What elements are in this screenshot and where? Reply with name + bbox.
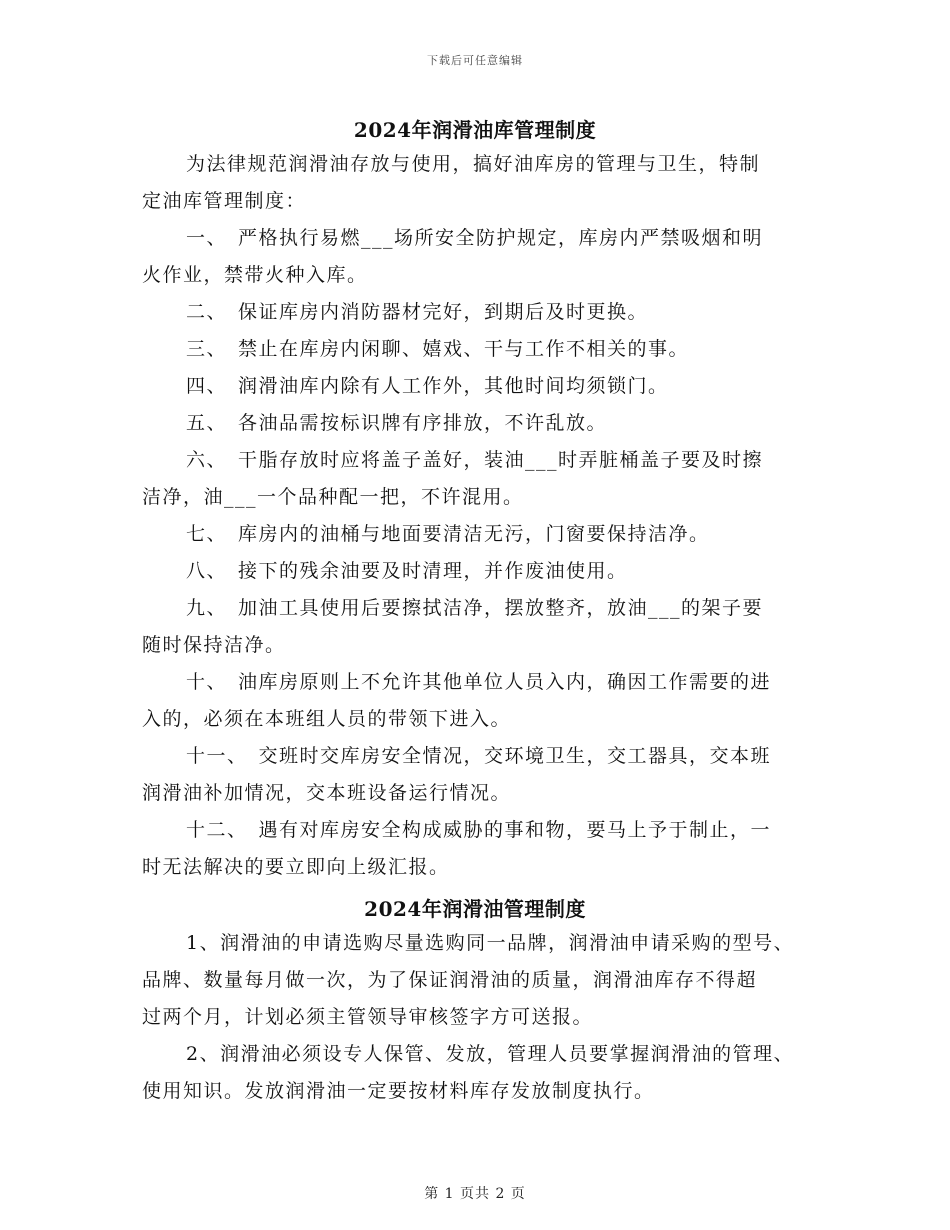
paragraph (142, 590, 812, 664)
paragraph-line: 五、 各油品需按标识牌有序排放，不许乱放。 (186, 412, 608, 434)
paragraph-line: 入的，必须在本班组人员的带领下进入。 (142, 708, 512, 730)
paragraph (142, 738, 812, 812)
paragraph-line: 火作业，禁带火种入库。 (142, 264, 368, 286)
paragraph-line: 一、 严格执行易燃___场所安全防护规定，库房内严禁吸烟和明 (186, 227, 764, 249)
paragraph-line: 八、 接下的残余油要及时清理，并作废油使用。 (186, 560, 628, 582)
paragraph-line: 六、 干脂存放时应将盖子盖好，装油___时弄脏桶盖子要及时擦 (186, 449, 764, 471)
paragraph-line: 品牌、数量每月做一次，为了保证润滑油的质量，润滑油库存不得超 (142, 969, 758, 991)
paragraph (142, 516, 812, 553)
paragraph-line: 十一、 交班时交库房安全情况，交环境卫生，交工器具，交本班 (186, 745, 772, 767)
section-title-library: 2024年润滑油库管理制度 (353, 118, 597, 142)
paragraph-line: 时无法解决的要立即向上级汇报。 (142, 856, 450, 878)
paragraph-line: 2、润滑油必须设专人保管、发放，管理人员要掌握润滑油的管理、 (186, 1043, 795, 1065)
paragraph (142, 146, 812, 220)
paragraph (142, 220, 812, 294)
paragraph-line: 为法律规范润滑油存放与使用，搞好油库房的管理与卫生，特制 (186, 153, 761, 175)
paragraph (142, 405, 812, 442)
paragraph-line: 二、 保证库房内消防器材完好，到期后及时更换。 (186, 301, 649, 323)
paragraph-line: 过两个月，计划必须主管领导审核签字方可送报。 (142, 1006, 594, 1028)
paragraph-line: 使用知识。发放润滑油一定要按材料库存发放制度执行。 (142, 1080, 655, 1102)
paragraph-line: 九、 加油工具使用后要擦拭洁净，摆放整齐，放油___的架子要 (186, 597, 764, 619)
paragraph-line: 十、 油库房原则上不允许其他单位人员入内，确因工作需要的进 (186, 671, 772, 693)
paragraph-line: 七、 库房内的油桶与地面要清洁无污，门窗要保持洁净。 (186, 523, 710, 545)
paragraph (142, 1036, 812, 1110)
paragraph-line: 洁净，油___一个品种配一把，不许混用。 (142, 486, 524, 508)
paragraph (142, 812, 812, 886)
page-footer: 第 1 页共 2 页 (424, 1186, 526, 1202)
paragraph-line: 1、润滑油的申请选购尽量选购同一品牌，润滑油申请采购的型号、 (186, 932, 795, 954)
paragraph (142, 368, 812, 405)
paragraph (142, 553, 812, 590)
paragraph (142, 925, 812, 1036)
paragraph-line: 十二、 遇有对库房安全构成威胁的事和物，要马上予于制止，一 (186, 819, 772, 841)
section-title-management: 2024年润滑油管理制度 (364, 897, 586, 921)
paragraph (142, 294, 812, 331)
paragraph (142, 331, 812, 368)
paragraph (142, 664, 812, 738)
paragraph-line: 随时保持洁净。 (142, 634, 286, 656)
header-note: 下载后可任意编辑 (427, 54, 523, 67)
paragraph-line: 定油库管理制度： (142, 190, 307, 212)
paragraph-line: 四、 润滑油库内除有人工作外，其他时间均须锁门。 (186, 375, 669, 397)
paragraph (142, 442, 812, 516)
paragraph-line: 三、 禁止在库房内闲聊、嬉戏、干与工作不相关的事。 (186, 338, 690, 360)
paragraph-line: 润滑油补加情况，交本班设备运行情况。 (142, 782, 512, 804)
